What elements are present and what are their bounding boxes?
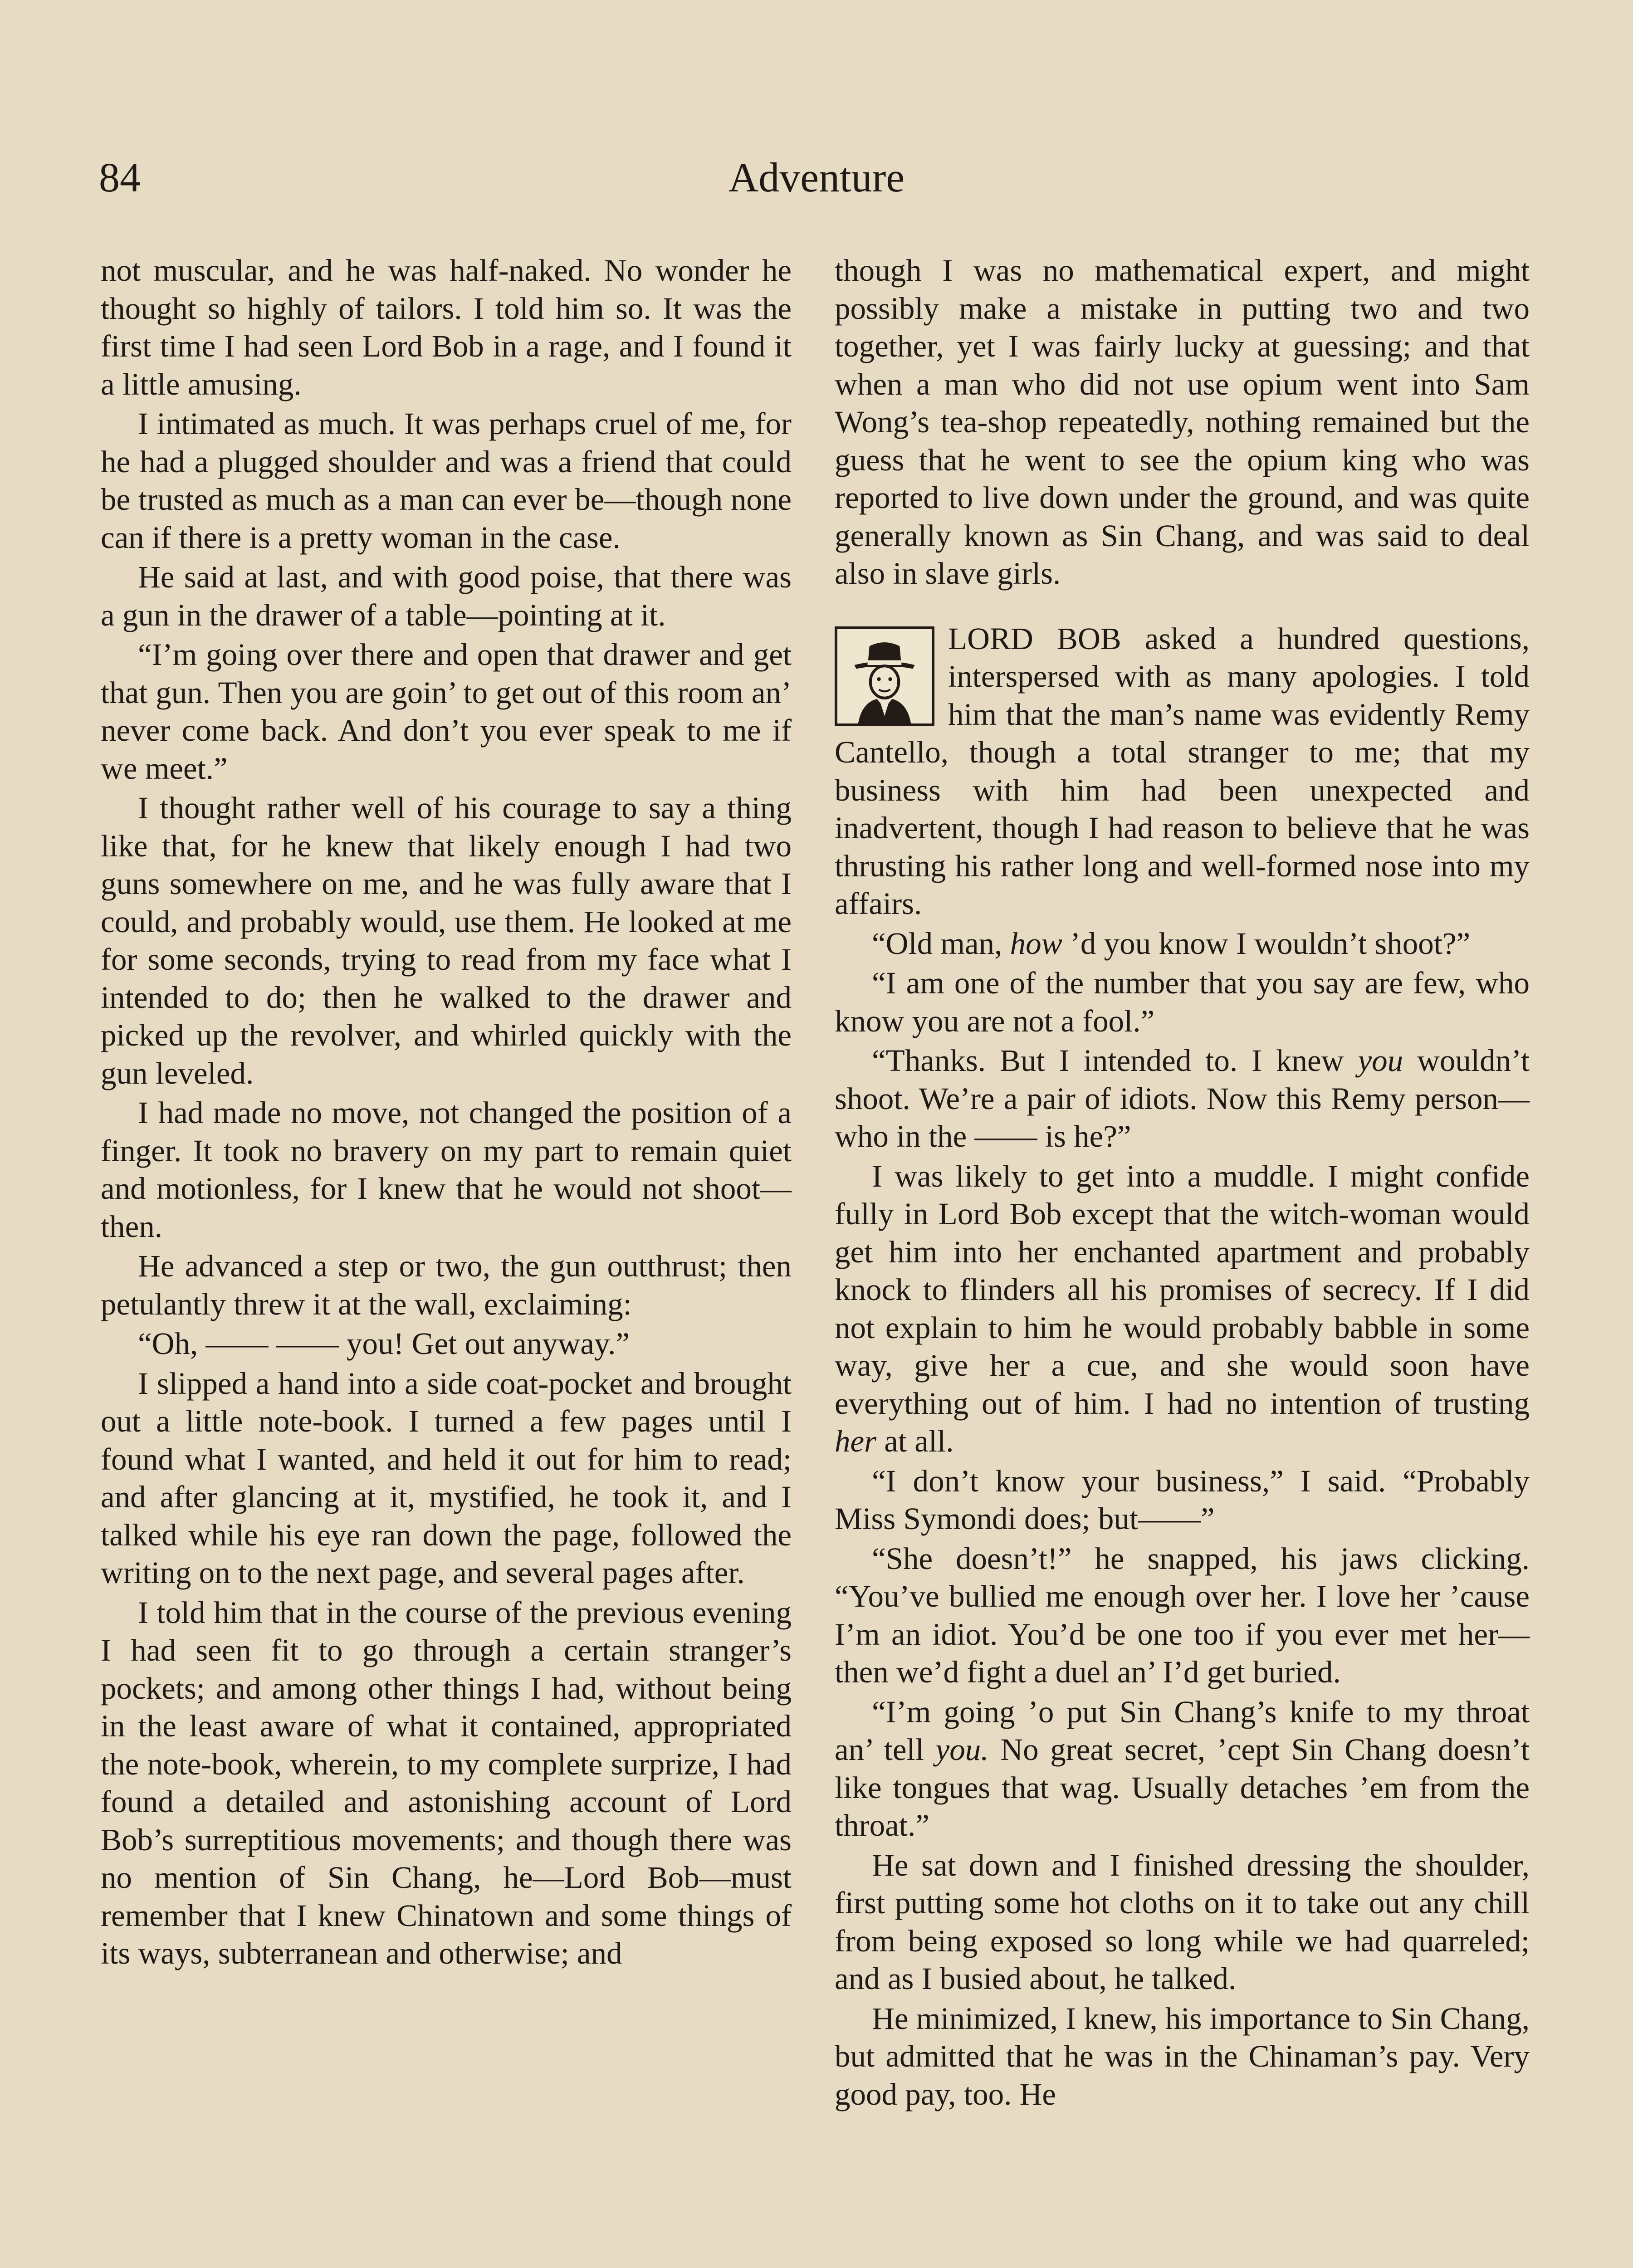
paragraph: “I don’t know your business,” I said. “Probably Miss Symondi does; but——”: [835, 1463, 1530, 1536]
paragraph: I slipped a hand into a side coat-pocket and brought out a little note-book. I turned a few pages until I found what I wanted, and held it out for him to read; and after glancing at it, mystified, he took it, and I talked while his eye ran down the page, followed the writing on to the next page, and several pages after.: [101, 1366, 792, 1590]
paragraph: He said at last, and with good poise, that there was a gun in the drawer of a table—pointing at it.: [101, 560, 792, 632]
paragraph: “Oh, —— —— you! Get out anyway.”: [138, 1326, 630, 1361]
text-run: No great secret, ’cept Sin Chang doesn’t like tongues that wag. Usually detaches ’em from the throat.”: [835, 1732, 1530, 1843]
paragraph: I thought rather well of his courage to say a thing like that, for he knew that likely enough I had two guns somewhere on me, and he was fully aware that I could, and probably would, use them. He looked at me for some seconds, trying to read from my face what I intended to do; then he walked to the drawer and picked up the revolver, and whirled quickly with the gun leveled.: [101, 791, 792, 1090]
paragraph: though I was no mathematical expert, and might possibly make a mistake in putting two and two together, yet I was fairly lucky at guessing; and that when a man who did not use opium went into Sam Wong’s tea-shop repeatedly, nothing remained but the guess that he went to see the opium king who was reported to live down under the ground, and was quite generally known as Sin Chang, and was said to deal also in slave girls.: [835, 253, 1530, 591]
paragraph: “I’m going over there and open that drawer and get that gun. Then you are goin’ to get out of this room an’ never come back. And don’t you ever speak to me if we meet.”: [101, 637, 792, 786]
right-column: [835, 252, 1530, 2115]
paragraph: [835, 1042, 1530, 1156]
emphasis: how: [1010, 926, 1062, 961]
text-run: “Thanks. But I intended to. I knew: [872, 1043, 1358, 1078]
paragraph: I intimated as much. It was perhaps cruel of me, for he had a plugged shoulder and was a friend that could be trusted as much as a man can ever be—though none can if there is a pretty woman in the case.: [101, 406, 792, 555]
emphasis: you.: [935, 1732, 989, 1767]
paragraph: not muscular, and he was half-naked. No wonder he thought so highly of tailors. I told him so. It was the first time I had seen Lord Bob in a rage, and I found it a little amusing.: [101, 253, 792, 401]
paragraph: “She doesn’t!” he snapped, his jaws clicking. “You’ve bullied me enough over her. I love her ’cause I’m an idiot. You’d be one too if you ever met her—then we’d fight a duel an’ I’d get buried.: [835, 1541, 1530, 1689]
paragraph: [835, 925, 1530, 963]
section-start-paragraph: [835, 620, 1530, 923]
text-run: wouldn’t shoot. We’re a pair of idiots. Now this Remy person—who in the —— is he?”: [835, 1043, 1530, 1154]
text-run: at all.: [876, 1424, 954, 1458]
text-run: “Old man,: [872, 926, 1010, 961]
section-start-text: LORD BOB asked a hundred questions, interspersed with as many apologies. I told him that the man’s name was evidently Remy Cantello, though a total stranger to me; that my business with him had been unexpected and inadvertent, though I had reason to believe that he was thrusting his rather long and well-formed nose into my affairs.: [835, 621, 1530, 921]
paragraph: He minimized, I knew, his importance to Sin Chang, but admitted that he was in the Chinaman’s pay. Very good pay, too. He: [835, 2001, 1530, 2112]
text-run: “I’m going ’o put Sin Chang’s knife to my throat an’ tell: [835, 1694, 1530, 1767]
man-in-hat-illustration-icon: [835, 626, 934, 726]
paragraph: [835, 1693, 1530, 1845]
paragraph: I had made no move, not changed the position of a finger. It took no bravery on my part to remain quiet and motionless, for I knew that he would not shoot—then.: [101, 1095, 792, 1244]
paragraph: [835, 1158, 1530, 1461]
page-number: 84: [99, 154, 141, 200]
emphasis: you: [1358, 1043, 1403, 1078]
paragraph: “I am one of the number that you say are few, who know you are not a fool.”: [835, 966, 1530, 1038]
paragraph: He sat down and I finished dressing the shoulder, first putting some hot cloths on it to take out any chill from being exposed so long while we had quarreled; and as I busied about, he talked.: [835, 1848, 1530, 1996]
emphasis: her: [835, 1424, 876, 1458]
text-run: I was likely to get into a muddle. I might confide fully in Lord Bob except that the witch-woman would get him into her enchanted apartment and probably knock to flinders all his promises of secrecy. If I did not explain to him he would probably babble in some way, give her a cue, and she would soon have everything out of him. I had no intention of trusting: [835, 1158, 1530, 1421]
left-column: [101, 252, 792, 1975]
paragraph: He advanced a step or two, the gun outthrust; then petulantly threw it at the wall, exclaiming:: [101, 1249, 792, 1321]
text-run: ’d you know I wouldn’t shoot?”: [1062, 926, 1471, 961]
page-title: Adventure: [728, 154, 905, 200]
paragraph: I told him that in the course of the previous evening I had seen fit to go through a certain stranger’s pockets; and among other things I had, without being in the least aware of what it contained, appropriated the note-book, wherein, to my complete surprize, I had found a detailed and astonishing account of Lord Bob’s surreptitious movements; and though there was no mention of Sin Chang, he—Lord Bob—must remember that I knew Chinatown and some things of its ways, subterranean and otherwise; and: [101, 1595, 792, 1970]
